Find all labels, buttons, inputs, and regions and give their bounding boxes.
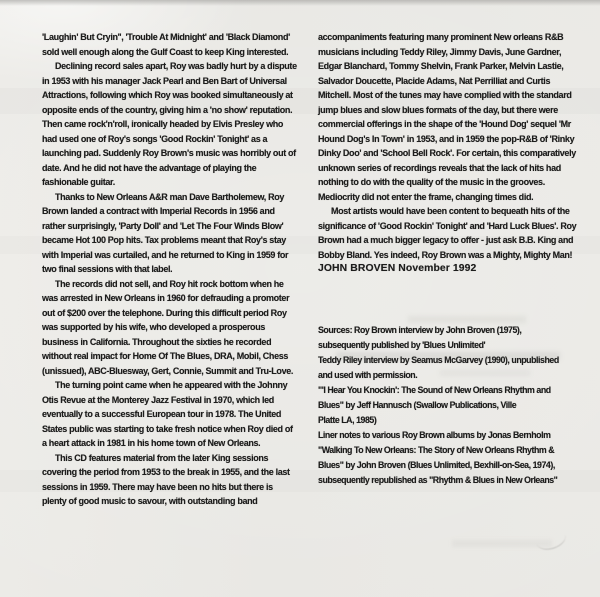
- body-paragraph: 'Laughin' But Cryin'', 'Trouble At Midnight' and 'Black Diamond' sold well enough along the Gulf Coast to keep King interested.: [42, 32, 290, 57]
- source-line: Platte LA, 1985): [318, 414, 377, 425]
- pen-mark-artifact: [534, 526, 568, 553]
- sources-list: [318, 323, 584, 488]
- source-line: Blues" by John Broven (Blues Unlimited, Bexhill-on-Sea, 1974),: [318, 459, 555, 470]
- source-line: Teddy Riley interview by Seamus McGarvey (1990), unpublished: [318, 354, 559, 365]
- source-line: "Walking To New Orleans: The Story of New Orleans Rhythm &: [318, 444, 555, 455]
- source-line: and used with permission.: [318, 369, 418, 380]
- author-byline: JOHN BROVEN November 1992: [318, 263, 477, 274]
- source-line: Liner notes to various Roy Brown albums by Jonas Bernholm: [318, 429, 551, 440]
- right-column-paragraphs: [318, 30, 584, 262]
- body-paragraph: Most artists would have been content to bequeath hits of the significance of 'Good Rockin' Tonight' and 'Hard Luck Blues'. Roy Brown had a much bigger legacy to offer - just ask B.B. King and Bobby Bland. Yes indeed, Roy Brown was a Mighty, Mighty Man!: [318, 206, 577, 260]
- body-paragraph: Thanks to New Orleans A&R man Dave Bartholemew, Roy Brown landed a contract with Imperial Records in 1956 and rather surprisingly, 'Party Doll' and 'Let The Four Winds Blow' became Hot 100 Pop hits. Tax problems meant that Roy's stay with Imperial was curtailed, and he returned to King in 1959 for two final sessions with that label.: [42, 191, 289, 274]
- source-line: "'I Hear You Knockin': The Sound of New Orleans Rhythm and: [318, 384, 551, 395]
- body-paragraph: The turning point came when he appeared with the Johnny Otis Revue at the Monterey Jazz Festival in 1970, which led eventually to a successful European tour in 1978. The United States public was starting to take fresh notice when Roy died of a heart attack in 1981 in his home town of New Orleans.: [42, 380, 293, 448]
- body-paragraph: The records did not sell, and Roy hit rock bottom when he was arrested in New Orleans in 1960 for defrauding a promoter out of $200 over the telephone. During this difficult period Roy was supported by his wife, who developed a prosperous business in California. Throughout the sixties he recorded without real impact for Home Of The Blues, DRA, Mobil, Chess (unissued), ABC-Bluesway, Gert, Connie, Summit and Tru-Love.: [42, 278, 294, 376]
- body-paragraph: accompaniments featuring many prominent New orleans R&B musicians including Teddy Riley, Jimmy Davis, June Gardner, Edgar Blanchard, Tommy Shelvin, Frank Parker, Melvin Lastie, Salvador Doucette, Placide Adams, Nat Perrilliat and Curtis Mitchell. Most of the tunes may have complied with the standard jump blues and slow blues formats of the day, but there were commercial offerings in the shape of the 'Hound Dog' sequel 'Mr Hound Dog's In Town' in 1953, and in 1959 the pop-R&B of 'Rinky Dinky Doo' and 'School Bell Rock'. For certain, this comparatively unknown series of recordings reveals that the lack of hits had nothing to do with the quality of the music in the grooves. Mediocrity did not enter the frame, changing times did.: [318, 32, 576, 202]
- source-line: Blues" by Jeff Hannusch (Swallow Publications, Ville: [318, 399, 517, 410]
- left-text-column: [42, 30, 299, 509]
- right-text-column: [318, 30, 584, 488]
- body-paragraph: Declining record sales apart, Roy was badly hurt by a dispute in 1953 with his manager Jack Pearl and Ben Bart of Universal Attractions, following which Roy was booked simultaneously at opposite ends of the country, giving him a 'no show' reputation. Then came rock'n'roll, ironically headed by Elvis Presley who had used one of Roy's songs 'Good Rockin' Tonight' as a launching pad. Suddenly Roy Brown's music was horribly out of date. And he did not have the advantage of playing the fashionable guitar.: [42, 61, 297, 187]
- show-through-artifact: [452, 540, 552, 547]
- source-line: Sources: Roy Brown interview by John Broven (1975),: [318, 324, 522, 335]
- source-line: subsequently republished as "Rhythm & Blues in New Orleans": [318, 474, 558, 485]
- body-paragraph: This CD features material from the later King sessions covering the period from 1953 to the break in 1955, and the last sessions in 1959. There may have been no hits but there is plenty of good music to savour, with outstanding band: [42, 452, 290, 506]
- source-line: subsequently published by 'Blues Unlimited': [318, 339, 486, 350]
